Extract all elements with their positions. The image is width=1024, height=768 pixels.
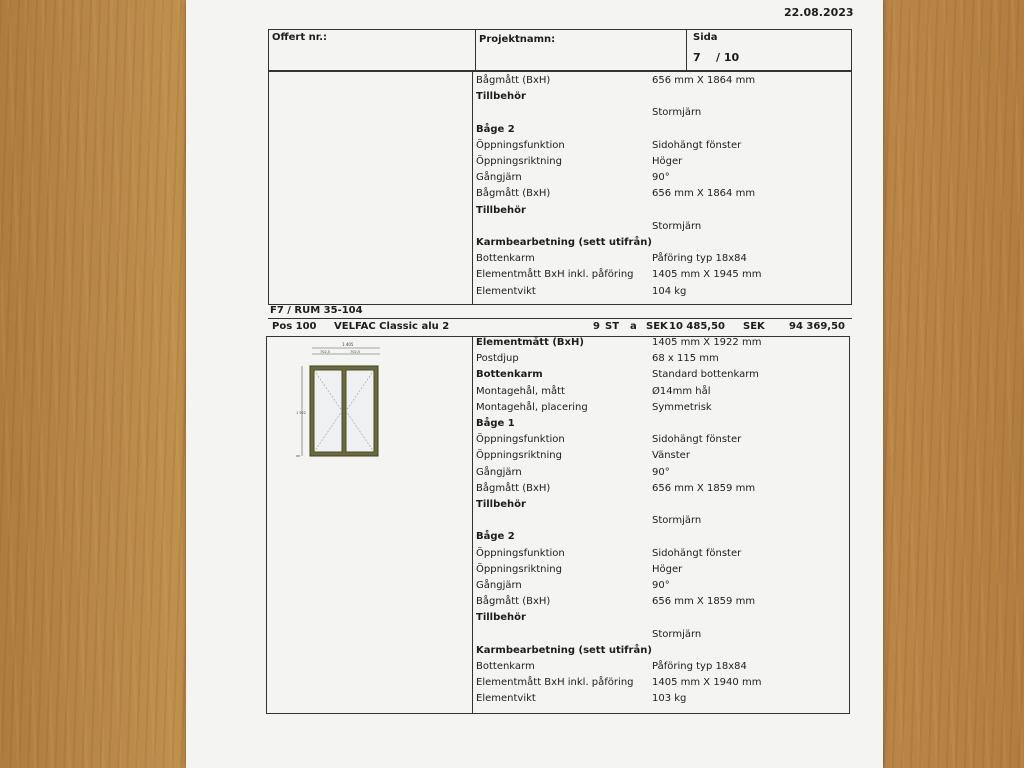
right-width-label: 702,5 <box>350 350 361 354</box>
sida-label: Sida <box>693 32 718 43</box>
spec-value: Påföring typ 18x84 <box>652 661 747 672</box>
header-box <box>268 29 852 71</box>
section2-divider <box>472 336 473 714</box>
spec-label: Båge 1 <box>476 418 515 429</box>
spec-value: 1405 mm X 1940 mm <box>652 677 762 689</box>
spec-value: Höger <box>652 156 683 167</box>
spec-label: Öppningsriktning <box>476 156 562 167</box>
spec-value: Höger <box>652 563 683 575</box>
position-rule <box>268 318 852 319</box>
offer-sheet <box>186 0 883 768</box>
room-label: F7 / RUM 35-104 <box>270 305 363 316</box>
spec-label: Montagehål, placering <box>476 401 588 413</box>
height-label: 1 922 <box>296 411 307 415</box>
spec-label: Bottenkarm <box>476 661 535 672</box>
right-sash <box>346 370 374 452</box>
spec-label: Bottenkarm <box>476 253 535 265</box>
spec-label: Elementmått BxH inkl. påföring <box>476 269 634 281</box>
offert-label: Offert nr.: <box>272 32 327 43</box>
total-width-label: 1 405 <box>342 342 354 347</box>
product-name: VELFAC Classic alu 2 <box>334 321 450 332</box>
spec-value: 90° <box>652 466 670 478</box>
window-elevation-drawing <box>294 340 384 465</box>
spec-value: Sidohängt fönster <box>652 139 742 151</box>
spec-label: Elementmått BxH inkl. påföring <box>476 677 634 689</box>
spec-label: Elementmått (BxH) <box>476 337 584 348</box>
spec-value: Stormjärn <box>652 220 702 232</box>
spec-label: Bågmått (BxH) <box>476 75 551 86</box>
spec-label: Tillbehör <box>476 204 526 216</box>
spec-label: Elementvikt <box>476 285 536 297</box>
spec-label: Gångjärn <box>476 580 522 591</box>
price-a: a <box>630 321 637 332</box>
spec-label: Tillbehör <box>476 499 526 510</box>
total-price: 94 369,50 <box>789 321 845 332</box>
position-number: Pos 100 <box>272 321 317 332</box>
spec-value: Sidohängt fönster <box>652 547 742 559</box>
spec-value: Sidohängt fönster <box>652 434 742 446</box>
quantity-unit: ST <box>605 321 620 332</box>
spec-label: Montagehål, mått <box>476 385 565 397</box>
left-sash <box>314 370 342 452</box>
spec-label: Båge 2 <box>476 531 515 543</box>
spec-value: 103 kg <box>652 693 687 705</box>
section1-divider <box>472 71 473 304</box>
spec-label: Elementvikt <box>476 693 536 705</box>
unit-price-currency: SEK <box>646 321 668 332</box>
spec-value: Ø14mm hål <box>652 385 711 397</box>
spec-label: Gångjärn <box>476 466 522 478</box>
spec-value: 1405 mm X 1945 mm <box>652 269 762 281</box>
spec-label: Bågmått (BxH) <box>476 596 551 608</box>
unit-price: 10 485,50 <box>669 321 725 332</box>
quantity: 9 <box>593 321 600 332</box>
spec-label: Tillbehör <box>476 91 526 103</box>
spec-label: Tillbehör <box>476 612 526 624</box>
spec-value: Symmetrisk <box>652 401 712 413</box>
header-divider-2 <box>686 29 687 71</box>
spec-label: Bågmått (BxH) <box>476 188 551 200</box>
spec-value: Stormjärn <box>652 515 702 527</box>
spec-value: 656 mm X 1859 mm <box>652 596 756 608</box>
spec-label: Öppningsfunktion <box>476 139 565 151</box>
header-divider-1 <box>475 29 476 71</box>
spec-label: Öppningsfunktion <box>476 547 565 559</box>
document-date: 22.08.2023 <box>784 6 854 19</box>
spec-label: Öppningsfunktion <box>476 434 565 446</box>
projekt-label: Projektnamn: <box>479 34 556 45</box>
spec-value: Vänster <box>652 450 690 462</box>
spec-value: 656 mm X 1859 mm <box>652 482 756 494</box>
spec-label: Karmbearbetning (sett utifrån) <box>476 237 652 248</box>
total-currency: SEK <box>743 321 765 332</box>
spec-value: 656 mm X 1864 mm <box>652 188 756 200</box>
spec-value: 90° <box>652 172 670 184</box>
spec-value: Påföring typ 18x84 <box>652 253 747 265</box>
spec-value: 1405 mm X 1922 mm <box>652 337 762 348</box>
spec-value: Stormjärn <box>652 107 702 119</box>
spec-label: Postdjup <box>476 353 519 365</box>
spec-value: 656 mm X 1864 mm <box>652 75 756 86</box>
spec-value: Stormjärn <box>652 628 702 640</box>
spec-value: 90° <box>652 580 670 591</box>
spec-value: Standard bottenkarm <box>652 369 759 381</box>
spec-label: Bågmått (BxH) <box>476 482 551 494</box>
page-total: / 10 <box>716 51 740 64</box>
spec-label: Gångjärn <box>476 172 522 184</box>
page-number: 7 <box>693 51 701 64</box>
spec-label: Båge 2 <box>476 123 515 135</box>
left-width-label: 702,5 <box>320 350 331 354</box>
spec-label: Öppningsriktning <box>476 563 562 575</box>
sill-label: 68 <box>296 454 300 458</box>
spec-label: Öppningsriktning <box>476 450 562 462</box>
spec-label: Bottenkarm <box>476 369 543 381</box>
spec-label: Karmbearbetning (sett utifrån) <box>476 644 652 656</box>
spec-value: 104 kg <box>652 285 687 297</box>
spec-value: 68 x 115 mm <box>652 353 719 365</box>
